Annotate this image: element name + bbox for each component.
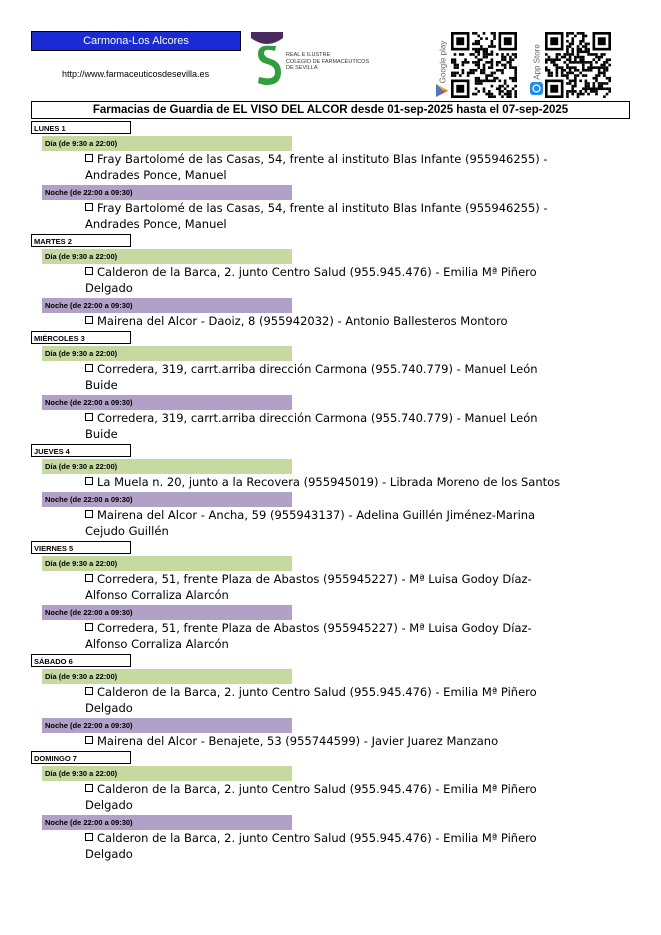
pharmacy-entry bbox=[85, 474, 565, 490]
day-shift-label: Día (de 9:30 a 22:00) bbox=[42, 346, 292, 361]
pharmacy-line bbox=[85, 200, 565, 216]
pharmacy-text: Alfonso Corraliza Alarcón bbox=[85, 637, 229, 651]
pharmacy-line bbox=[85, 474, 565, 490]
pharmacy-text: Calderon de la Barca, 2. junto Centro Salud (955.945.476) - Emilia Mª Piñero bbox=[97, 265, 537, 279]
pharmacy-text: Delgado bbox=[85, 798, 133, 812]
day-shift-label: Día (de 9:30 a 22:00) bbox=[42, 249, 292, 264]
pharmacy-text: Calderon de la Barca, 2. junto Centro Salud (955.945.476) - Emilia Mª Piñero bbox=[97, 782, 537, 796]
pharmacy-text: Cejudo Guillén bbox=[85, 524, 169, 538]
app-store-icon bbox=[530, 82, 543, 95]
pharmacy-text: Calderon de la Barca, 2. junto Centro Salud (955.945.476) - Emilia Mª Piñero bbox=[97, 831, 537, 845]
pharmacy-line bbox=[85, 700, 565, 716]
night-shift-label: Noche (de 22:00 a 09:30) bbox=[42, 605, 292, 620]
pharmacy-entry bbox=[85, 151, 565, 183]
bullet-square-icon bbox=[85, 623, 93, 631]
bullet-square-icon bbox=[85, 736, 93, 744]
pharmacy-text: La Muela n. 20, junto a la Recovera (955945019) - Librada Moreno de los Santos bbox=[97, 475, 561, 489]
pharmacy-text: Corredera, 319, carrt.arriba dirección Carmona (955.740.779) - Manuel León Buide bbox=[85, 362, 538, 392]
bullet-square-icon bbox=[85, 154, 93, 162]
page-title: Farmacias de Guardia de EL VISO DEL ALCOR desde 01-sep-2025 hasta el 07-sep-2025 bbox=[31, 101, 630, 119]
pharmacy-line bbox=[85, 797, 565, 813]
college-name: REAL E ILUSTRE COLEGIO DE FARMACÉUTICOS DE SEVILLA bbox=[286, 52, 370, 71]
pharmacy-line bbox=[85, 410, 565, 442]
pharmacy-entry bbox=[85, 620, 565, 652]
pharmacy-line bbox=[85, 507, 565, 523]
pharmacy-line bbox=[85, 846, 565, 862]
pharmacy-line bbox=[85, 636, 565, 652]
pharmacy-entry bbox=[85, 507, 565, 539]
pharmacy-text: Andrades Ponce, Manuel bbox=[85, 217, 227, 231]
night-shift-label: Noche (de 22:00 a 09:30) bbox=[42, 815, 292, 830]
pharmacy-text: Alfonso Corraliza Alarcón bbox=[85, 588, 229, 602]
duty-schedule bbox=[31, 119, 631, 862]
pharmacy-text: Mairena del Alcor - Ancha, 59 (955943137) - Adelina Guillén Jiménez-Marina bbox=[97, 508, 536, 522]
google-play-label: Google play bbox=[438, 40, 448, 84]
google-play-icon bbox=[435, 84, 449, 97]
region-label: Carmona-Los Alcores bbox=[31, 31, 241, 51]
pharmacy-entry bbox=[85, 733, 565, 749]
bullet-square-icon bbox=[85, 687, 93, 695]
bullet-square-icon bbox=[85, 203, 93, 211]
pharmacy-line bbox=[85, 830, 565, 846]
day-label: MIÉRCOLES 3 bbox=[31, 331, 131, 344]
day-shift-label: Día (de 9:30 a 22:00) bbox=[42, 669, 292, 684]
pharmacy-entry bbox=[85, 684, 565, 716]
day-shift-label: Día (de 9:30 a 22:00) bbox=[42, 459, 292, 474]
bullet-square-icon bbox=[85, 477, 93, 485]
pharmacy-entry bbox=[85, 200, 565, 232]
pharmacy-text: Delgado bbox=[85, 701, 133, 715]
pharmacy-text: Calderon de la Barca, 2. junto Centro Salud (955.945.476) - Emilia Mª Piñero bbox=[97, 685, 537, 699]
pharmacy-line bbox=[85, 523, 565, 539]
pharmacy-entry bbox=[85, 410, 565, 442]
pharmacy-line bbox=[85, 216, 565, 232]
pharmacy-entry bbox=[85, 571, 565, 603]
night-shift-label: Noche (de 22:00 a 09:30) bbox=[42, 492, 292, 507]
day-label: LUNES 1 bbox=[31, 121, 131, 134]
day-label: DOMINGO 7 bbox=[31, 751, 131, 764]
bullet-square-icon bbox=[85, 316, 93, 324]
pharmacy-entry bbox=[85, 264, 565, 296]
pharmacy-line bbox=[85, 167, 565, 183]
pharmacy-line bbox=[85, 620, 565, 636]
pharmacy-text: Andrades Ponce, Manuel bbox=[85, 168, 227, 182]
night-shift-label: Noche (de 22:00 a 09:30) bbox=[42, 718, 292, 733]
pharmacy-entry bbox=[85, 361, 565, 393]
night-shift-label: Noche (de 22:00 a 09:30) bbox=[42, 185, 292, 200]
pharmacy-line bbox=[85, 151, 565, 167]
day-label: VIERNES 5 bbox=[31, 541, 131, 554]
pharmacy-entry bbox=[85, 313, 565, 329]
pharmacy-text: Fray Bartolomé de las Casas, 54, frente al instituto Blas Infante (955946255) - bbox=[97, 152, 548, 166]
pharmacy-line bbox=[85, 733, 565, 749]
pharmacy-line bbox=[85, 587, 565, 603]
bullet-square-icon bbox=[85, 784, 93, 792]
pharmacy-entry bbox=[85, 830, 565, 862]
pharmacy-text: Fray Bartolomé de las Casas, 54, frente al instituto Blas Infante (955946255) - bbox=[97, 201, 548, 215]
day-shift-label: Día (de 9:30 a 22:00) bbox=[42, 556, 292, 571]
pharmacy-text: Delgado bbox=[85, 847, 133, 861]
night-shift-label: Noche (de 22:00 a 09:30) bbox=[42, 298, 292, 313]
bullet-square-icon bbox=[85, 510, 93, 518]
bullet-square-icon bbox=[85, 574, 93, 582]
night-shift-label: Noche (de 22:00 a 09:30) bbox=[42, 395, 292, 410]
pharmacy-line bbox=[85, 264, 565, 280]
app-store-qr-code[interactable] bbox=[545, 32, 611, 98]
pharmacy-line bbox=[85, 684, 565, 700]
pharmacy-line bbox=[85, 313, 565, 329]
day-shift-label: Día (de 9:30 a 22:00) bbox=[42, 136, 292, 151]
pharmacy-text: Corredera, 51, frente Plaza de Abastos (955945227) - Mª Luisa Godoy Díaz- bbox=[97, 572, 532, 586]
pharmacy-entry bbox=[85, 781, 565, 813]
day-label: SÁBADO 6 bbox=[31, 654, 131, 667]
pharmacy-text: Corredera, 51, frente Plaza de Abastos (955945227) - Mª Luisa Godoy Díaz- bbox=[97, 621, 532, 635]
pharmacy-line bbox=[85, 781, 565, 797]
pharmacy-line bbox=[85, 571, 565, 587]
bullet-square-icon bbox=[85, 833, 93, 841]
bullet-square-icon bbox=[85, 267, 93, 275]
day-shift-label: Día (de 9:30 a 22:00) bbox=[42, 766, 292, 781]
day-label: MARTES 2 bbox=[31, 234, 131, 247]
pharmacy-text: Mairena del Alcor - Daoiz, 8 (955942032) - Antonio Ballesteros Montoro bbox=[97, 314, 508, 328]
pharmacy-text: Corredera, 319, carrt.arriba dirección Carmona (955.740.779) - Manuel León Buide bbox=[85, 411, 538, 441]
pharmacy-line bbox=[85, 361, 565, 393]
pharmacy-text: Delgado bbox=[85, 281, 133, 295]
bullet-square-icon bbox=[85, 364, 93, 372]
pharmacy-line bbox=[85, 280, 565, 296]
bullet-square-icon bbox=[85, 413, 93, 421]
google-play-qr-code[interactable] bbox=[451, 32, 517, 98]
website-link[interactable]: http://www.farmaceuticosdesevilla.es bbox=[62, 69, 210, 79]
app-store-label: App Store bbox=[532, 44, 542, 80]
pharmacy-text: Mairena del Alcor - Benajete, 53 (955744599) - Javier Juarez Manzano bbox=[97, 734, 499, 748]
day-label: JUEVES 4 bbox=[31, 444, 131, 457]
